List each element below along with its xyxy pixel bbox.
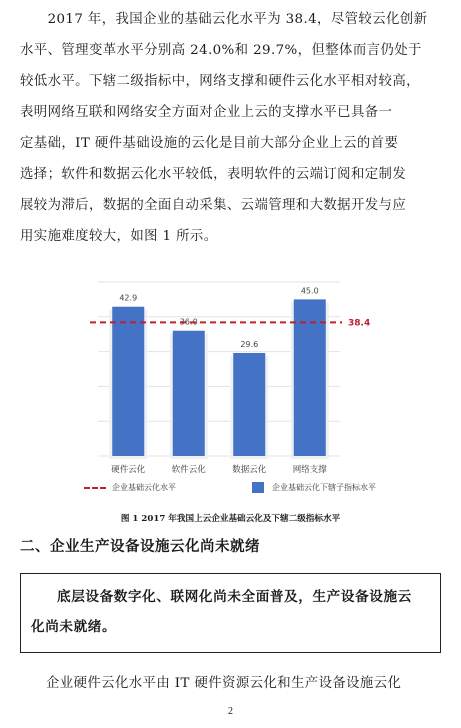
intro-line: 水平、管理变革水平分别高 24.0%和 29.7%，但整体而言仍处于 <box>20 43 422 58</box>
legend-bar-swatch <box>252 482 264 493</box>
highlight-text <box>31 582 430 642</box>
x-tick-label: 软件云化 <box>171 465 206 475</box>
bar <box>233 353 265 456</box>
intro-line: 定基础，IT 硬件基础设施的云化是目前大部分企业上云的首要 <box>20 136 399 151</box>
intro-line: 较低水平。下辖二级指标中，网络支撑和硬件云化水平相对较高， <box>20 74 420 89</box>
bar-value-label: 36.0 <box>179 317 198 327</box>
intro-line: 展较为滞后，数据的全面自动采集、云端管理和大数据开发与应 <box>20 198 407 213</box>
bar <box>173 331 205 456</box>
page-number: 2 <box>228 706 233 717</box>
figure-caption: 图 1 2017 年我国上云企业基础云化及下辖二级指标水平 <box>120 514 341 524</box>
intro-line: 2017 年，我国企业的基础云化水平为 38.4，尽管较云化创新 <box>20 12 428 27</box>
body-line: 企业硬件云化水平由 IT 硬件资源云化和生产设备设施云化 <box>46 676 402 691</box>
x-tick-label: 数据云化 <box>232 465 267 475</box>
bar-value-label: 42.9 <box>119 293 138 303</box>
bar <box>112 307 144 456</box>
chart-legend <box>84 480 414 496</box>
intro-line: 表明网络互联和网络安全方面对企业上云的支撑水平已具备一 <box>20 105 393 120</box>
bar-chart <box>90 278 390 488</box>
reference-line-label: 38.4 <box>348 318 371 329</box>
legend-reference-line-label: 企业基础云化水平 <box>112 483 176 492</box>
x-tick-label: 网络支撑 <box>292 465 327 475</box>
intro-line: 选择；软件和数据云化水平较低，表明软件的云端订阅和定制发 <box>20 167 407 182</box>
bar-value-label: 45.0 <box>300 286 319 296</box>
highlight-box <box>20 573 441 653</box>
section-heading: 二、企业生产设备设施云化尚未就绪 <box>20 539 260 555</box>
intro-paragraph <box>20 4 441 252</box>
legend-reference-line-swatch <box>84 487 106 489</box>
body-paragraph <box>20 668 441 699</box>
intro-line: 用实施难度较大，如图 1 所示。 <box>20 229 218 244</box>
bar-value-label: 29.6 <box>240 339 259 349</box>
highlight-line: 底层设备数字化、联网化尚未全面普及，生产设备设施云 <box>57 589 412 605</box>
x-tick-label: 硬件云化 <box>111 465 146 475</box>
legend-bar-label: 企业基础云化下辖子指标水平 <box>272 483 376 492</box>
highlight-line: 化尚未就绪。 <box>31 619 117 635</box>
